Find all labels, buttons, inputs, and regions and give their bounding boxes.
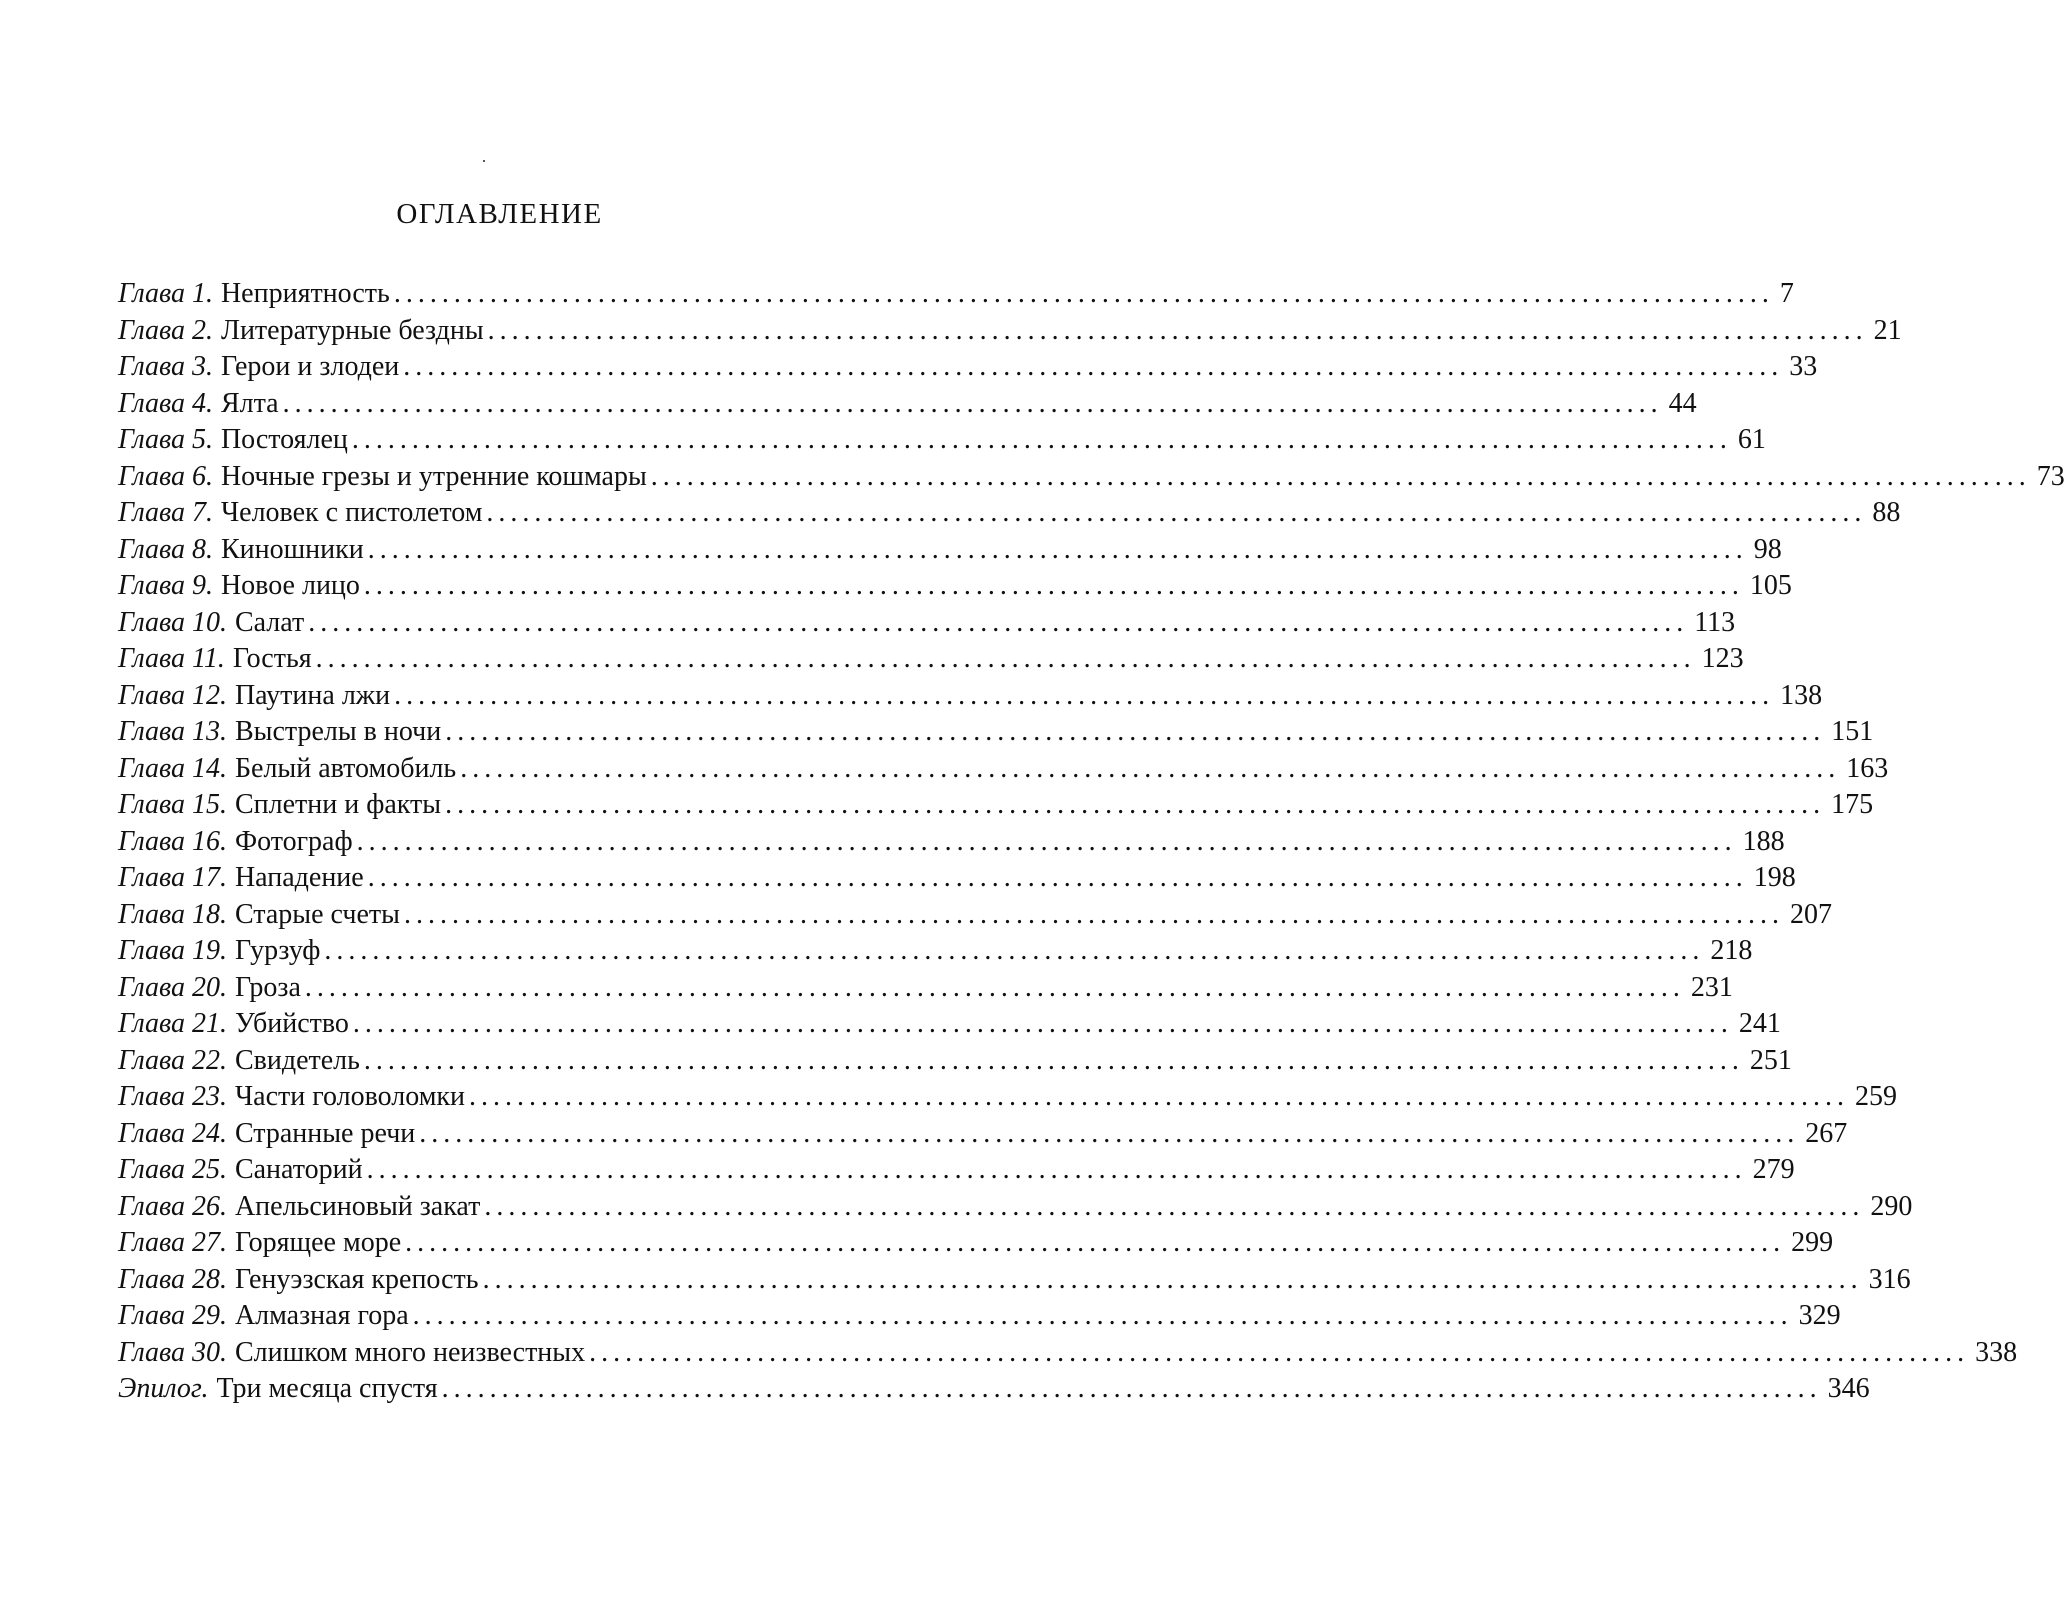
page-number: 188: [1742, 825, 1785, 857]
page-number: 44: [1668, 387, 1697, 419]
chapter-title: Генуэзская крепость: [234, 1263, 479, 1295]
chapter-label: Глава 7.: [118, 497, 213, 528]
toc-entry: [118, 1116, 1848, 1153]
dot-leader: ...................................................................................................................: [412, 1300, 1793, 1331]
chapter-title: Свидетель: [234, 1044, 360, 1076]
chapter-label: Глава 21.: [118, 1008, 227, 1039]
toc-entry: [118, 313, 1902, 350]
chapter-label: Глава 22.: [118, 1044, 227, 1076]
page-number: 207: [1789, 898, 1832, 930]
chapter-label: Глава 24.: [118, 1117, 227, 1149]
toc-entry: [118, 1079, 1898, 1116]
toc-entry: [118, 714, 1874, 751]
dot-leader: ...................................................................................................................: [469, 1081, 1850, 1112]
toc-entry: [118, 386, 1697, 423]
toc-entry: [118, 1152, 1795, 1189]
chapter-title: Сплетни и факты: [234, 789, 442, 820]
toc-entry: [118, 1298, 1841, 1335]
dot-leader: ...................................................................................................................: [484, 1190, 1865, 1222]
chapter-label: Глава 3.: [118, 351, 213, 382]
dot-leader: ...................................................................................................................: [482, 1263, 1863, 1295]
toc-entry: [118, 824, 1785, 861]
chapter-label: Глава 2.: [118, 314, 213, 346]
toc-entry: [118, 568, 1792, 605]
toc-entry: [118, 1225, 1834, 1262]
toc-heading: ОГЛАВЛЕНИЕ: [396, 198, 603, 230]
chapter-title: Литературные бездны: [220, 314, 484, 346]
toc-entry: [118, 495, 1901, 532]
page-number: 98: [1753, 533, 1782, 565]
dot-leader: ...................................................................................................................: [393, 278, 1774, 309]
dot-leader: ...................................................................................................................: [367, 862, 1748, 893]
dot-leader: ...................................................................................................................: [367, 533, 1748, 565]
chapter-title: Салат: [234, 606, 305, 638]
chapter-label: Глава 30.: [118, 1336, 227, 1368]
page-number: 113: [1694, 606, 1736, 638]
chapter-title: Странные речи: [234, 1117, 416, 1149]
dot-leader: ...................................................................................................................: [394, 679, 1775, 711]
toc-entry: [118, 1262, 1911, 1299]
page-number: 251: [1749, 1044, 1792, 1076]
dot-leader: ...................................................................................................................: [445, 789, 1826, 820]
page-number: 299: [1791, 1227, 1834, 1258]
page-number: 21: [1873, 314, 1902, 346]
chapter-label: Глава 17.: [118, 862, 227, 893]
chapter-title: Алмазная гора: [234, 1300, 409, 1331]
toc-entry: [118, 1006, 1781, 1043]
toc-entry: [118, 933, 1753, 970]
chapter-title: Ялта: [220, 387, 279, 419]
chapter-label: Глава 10.: [118, 606, 227, 638]
dot-leader: ...................................................................................................................: [405, 1227, 1786, 1258]
toc-entry: [118, 678, 1823, 715]
page-number: 346: [1827, 1373, 1870, 1404]
dot-leader: ...................................................................................................................: [487, 314, 1868, 346]
print-speck: [483, 160, 485, 162]
chapter-title: Три месяца спустя: [216, 1373, 438, 1404]
toc-entry: [118, 276, 1794, 313]
page-number: 123: [1701, 643, 1744, 674]
toc-entry: [118, 860, 1796, 897]
table-of-contents: [118, 276, 2065, 1408]
chapter-label: Глава 28.: [118, 1263, 227, 1295]
chapter-title: Апельсиновый закат: [234, 1190, 481, 1222]
toc-entry: [118, 532, 1782, 569]
chapter-label: Глава 1.: [118, 278, 213, 309]
page-number: 241: [1738, 1008, 1781, 1039]
toc-entry: [118, 897, 1832, 934]
page-number: 198: [1753, 862, 1796, 893]
chapter-title: Части головоломки: [234, 1081, 466, 1112]
chapter-title: Выстрелы в ночи: [234, 716, 442, 747]
page-number: 231: [1690, 971, 1733, 1003]
page-number: 290: [1870, 1190, 1913, 1222]
dot-leader: ...................................................................................................................: [589, 1336, 1970, 1368]
dot-leader: ...................................................................................................................: [282, 387, 1663, 419]
chapter-title: Человек с пистолетом: [220, 497, 483, 528]
chapter-label: Глава 9.: [118, 570, 213, 601]
chapter-label: Глава 19.: [118, 935, 227, 966]
page-number: 73: [2036, 460, 2065, 492]
chapter-label: Глава 15.: [118, 789, 227, 820]
page-number: 61: [1737, 424, 1766, 455]
chapter-title: Санаторий: [234, 1154, 363, 1185]
dot-leader: ...................................................................................................................: [650, 460, 2031, 492]
page-number: 329: [1798, 1300, 1841, 1331]
page-number: 151: [1831, 716, 1874, 747]
dot-leader: ...................................................................................................................: [352, 1008, 1733, 1039]
dot-leader: ...................................................................................................................: [403, 351, 1784, 382]
page-number: 316: [1868, 1263, 1911, 1295]
chapter-label: Глава 12.: [118, 679, 227, 711]
page-number: 259: [1855, 1081, 1898, 1112]
dot-leader: ...................................................................................................................: [304, 971, 1685, 1003]
chapter-title: Горящее море: [234, 1227, 402, 1258]
chapter-title: Слишком много неизвестных: [234, 1336, 586, 1368]
chapter-label: Глава 25.: [118, 1154, 227, 1185]
chapter-label: Глава 5.: [118, 424, 213, 455]
dot-leader: ...................................................................................................................: [419, 1117, 1800, 1149]
page-number: 267: [1805, 1117, 1848, 1149]
toc-entry: [118, 970, 1733, 1007]
chapter-title: Постоялец: [220, 424, 348, 455]
toc-entry: [118, 605, 1736, 642]
chapter-label: Глава 18.: [118, 898, 227, 930]
dot-leader: ...................................................................................................................: [356, 825, 1737, 857]
toc-entry: [118, 349, 1818, 386]
dot-leader: ...................................................................................................................: [445, 716, 1826, 747]
chapter-label: Глава 27.: [118, 1227, 227, 1258]
dot-leader: ...................................................................................................................: [403, 898, 1784, 930]
chapter-title: Гостья: [232, 643, 312, 674]
chapter-title: Ночные грезы и утренние кошмары: [220, 460, 647, 492]
chapter-label: Глава 8.: [118, 533, 213, 565]
page-number: 175: [1831, 789, 1874, 820]
toc-entry: [118, 1189, 1913, 1226]
chapter-title: Герои и злодеи: [220, 351, 400, 382]
toc-entry: [118, 1335, 2018, 1372]
toc-entry: [118, 1043, 1792, 1080]
toc-entry: [118, 1371, 1870, 1408]
dot-leader: ...................................................................................................................: [366, 1154, 1747, 1185]
page-number: 7: [1779, 278, 1794, 309]
chapter-title: Гроза: [234, 971, 301, 1003]
toc-entry: [118, 422, 1766, 459]
dot-leader: ...................................................................................................................: [324, 935, 1705, 966]
chapter-label: Глава 6.: [118, 460, 213, 492]
chapter-title: Белый автомобиль: [234, 752, 457, 784]
dot-leader: ...................................................................................................................: [460, 752, 1841, 784]
toc-entry: [118, 787, 1874, 824]
chapter-label: Глава 26.: [118, 1190, 227, 1222]
chapter-label: Глава 23.: [118, 1081, 227, 1112]
chapter-title: Неприятность: [220, 278, 390, 309]
chapter-label: Глава 11.: [118, 643, 225, 674]
page-number: 33: [1789, 351, 1818, 382]
chapter-title: Гурзуф: [234, 935, 321, 966]
dot-leader: ...................................................................................................................: [351, 424, 1732, 455]
page-number: 105: [1749, 570, 1792, 601]
dot-leader: ...................................................................................................................: [363, 570, 1744, 601]
toc-entry: [118, 751, 1889, 788]
chapter-label: Эпилог.: [118, 1373, 209, 1404]
page-number: 218: [1710, 935, 1753, 966]
toc-entry: [118, 641, 1744, 678]
chapter-label: Глава 14.: [118, 752, 227, 784]
page-number: 338: [1975, 1336, 2018, 1368]
toc-entry: [118, 459, 2065, 496]
chapter-title: Фотограф: [234, 825, 353, 857]
page-number: 163: [1846, 752, 1889, 784]
chapter-label: Глава 29.: [118, 1300, 227, 1331]
chapter-label: Глава 16.: [118, 825, 227, 857]
dot-leader: ...................................................................................................................: [315, 643, 1696, 674]
page-number: 88: [1872, 497, 1901, 528]
dot-leader: ...................................................................................................................: [486, 497, 1867, 528]
chapter-title: Старые счеты: [234, 898, 400, 930]
chapter-label: Глава 20.: [118, 971, 227, 1003]
page-number: 279: [1752, 1154, 1795, 1185]
chapter-title: Паутина лжи: [234, 679, 391, 711]
page-number: 138: [1780, 679, 1823, 711]
chapter-title: Новое лицо: [220, 570, 360, 601]
chapter-label: Глава 4.: [118, 387, 213, 419]
chapter-label: Глава 13.: [118, 716, 227, 747]
dot-leader: ...................................................................................................................: [363, 1044, 1744, 1076]
dot-leader: ...................................................................................................................: [308, 606, 1689, 638]
chapter-title: Убийство: [234, 1008, 349, 1039]
chapter-title: Киношники: [220, 533, 364, 565]
dot-leader: ...................................................................................................................: [441, 1373, 1822, 1404]
chapter-title: Нападение: [234, 862, 364, 893]
